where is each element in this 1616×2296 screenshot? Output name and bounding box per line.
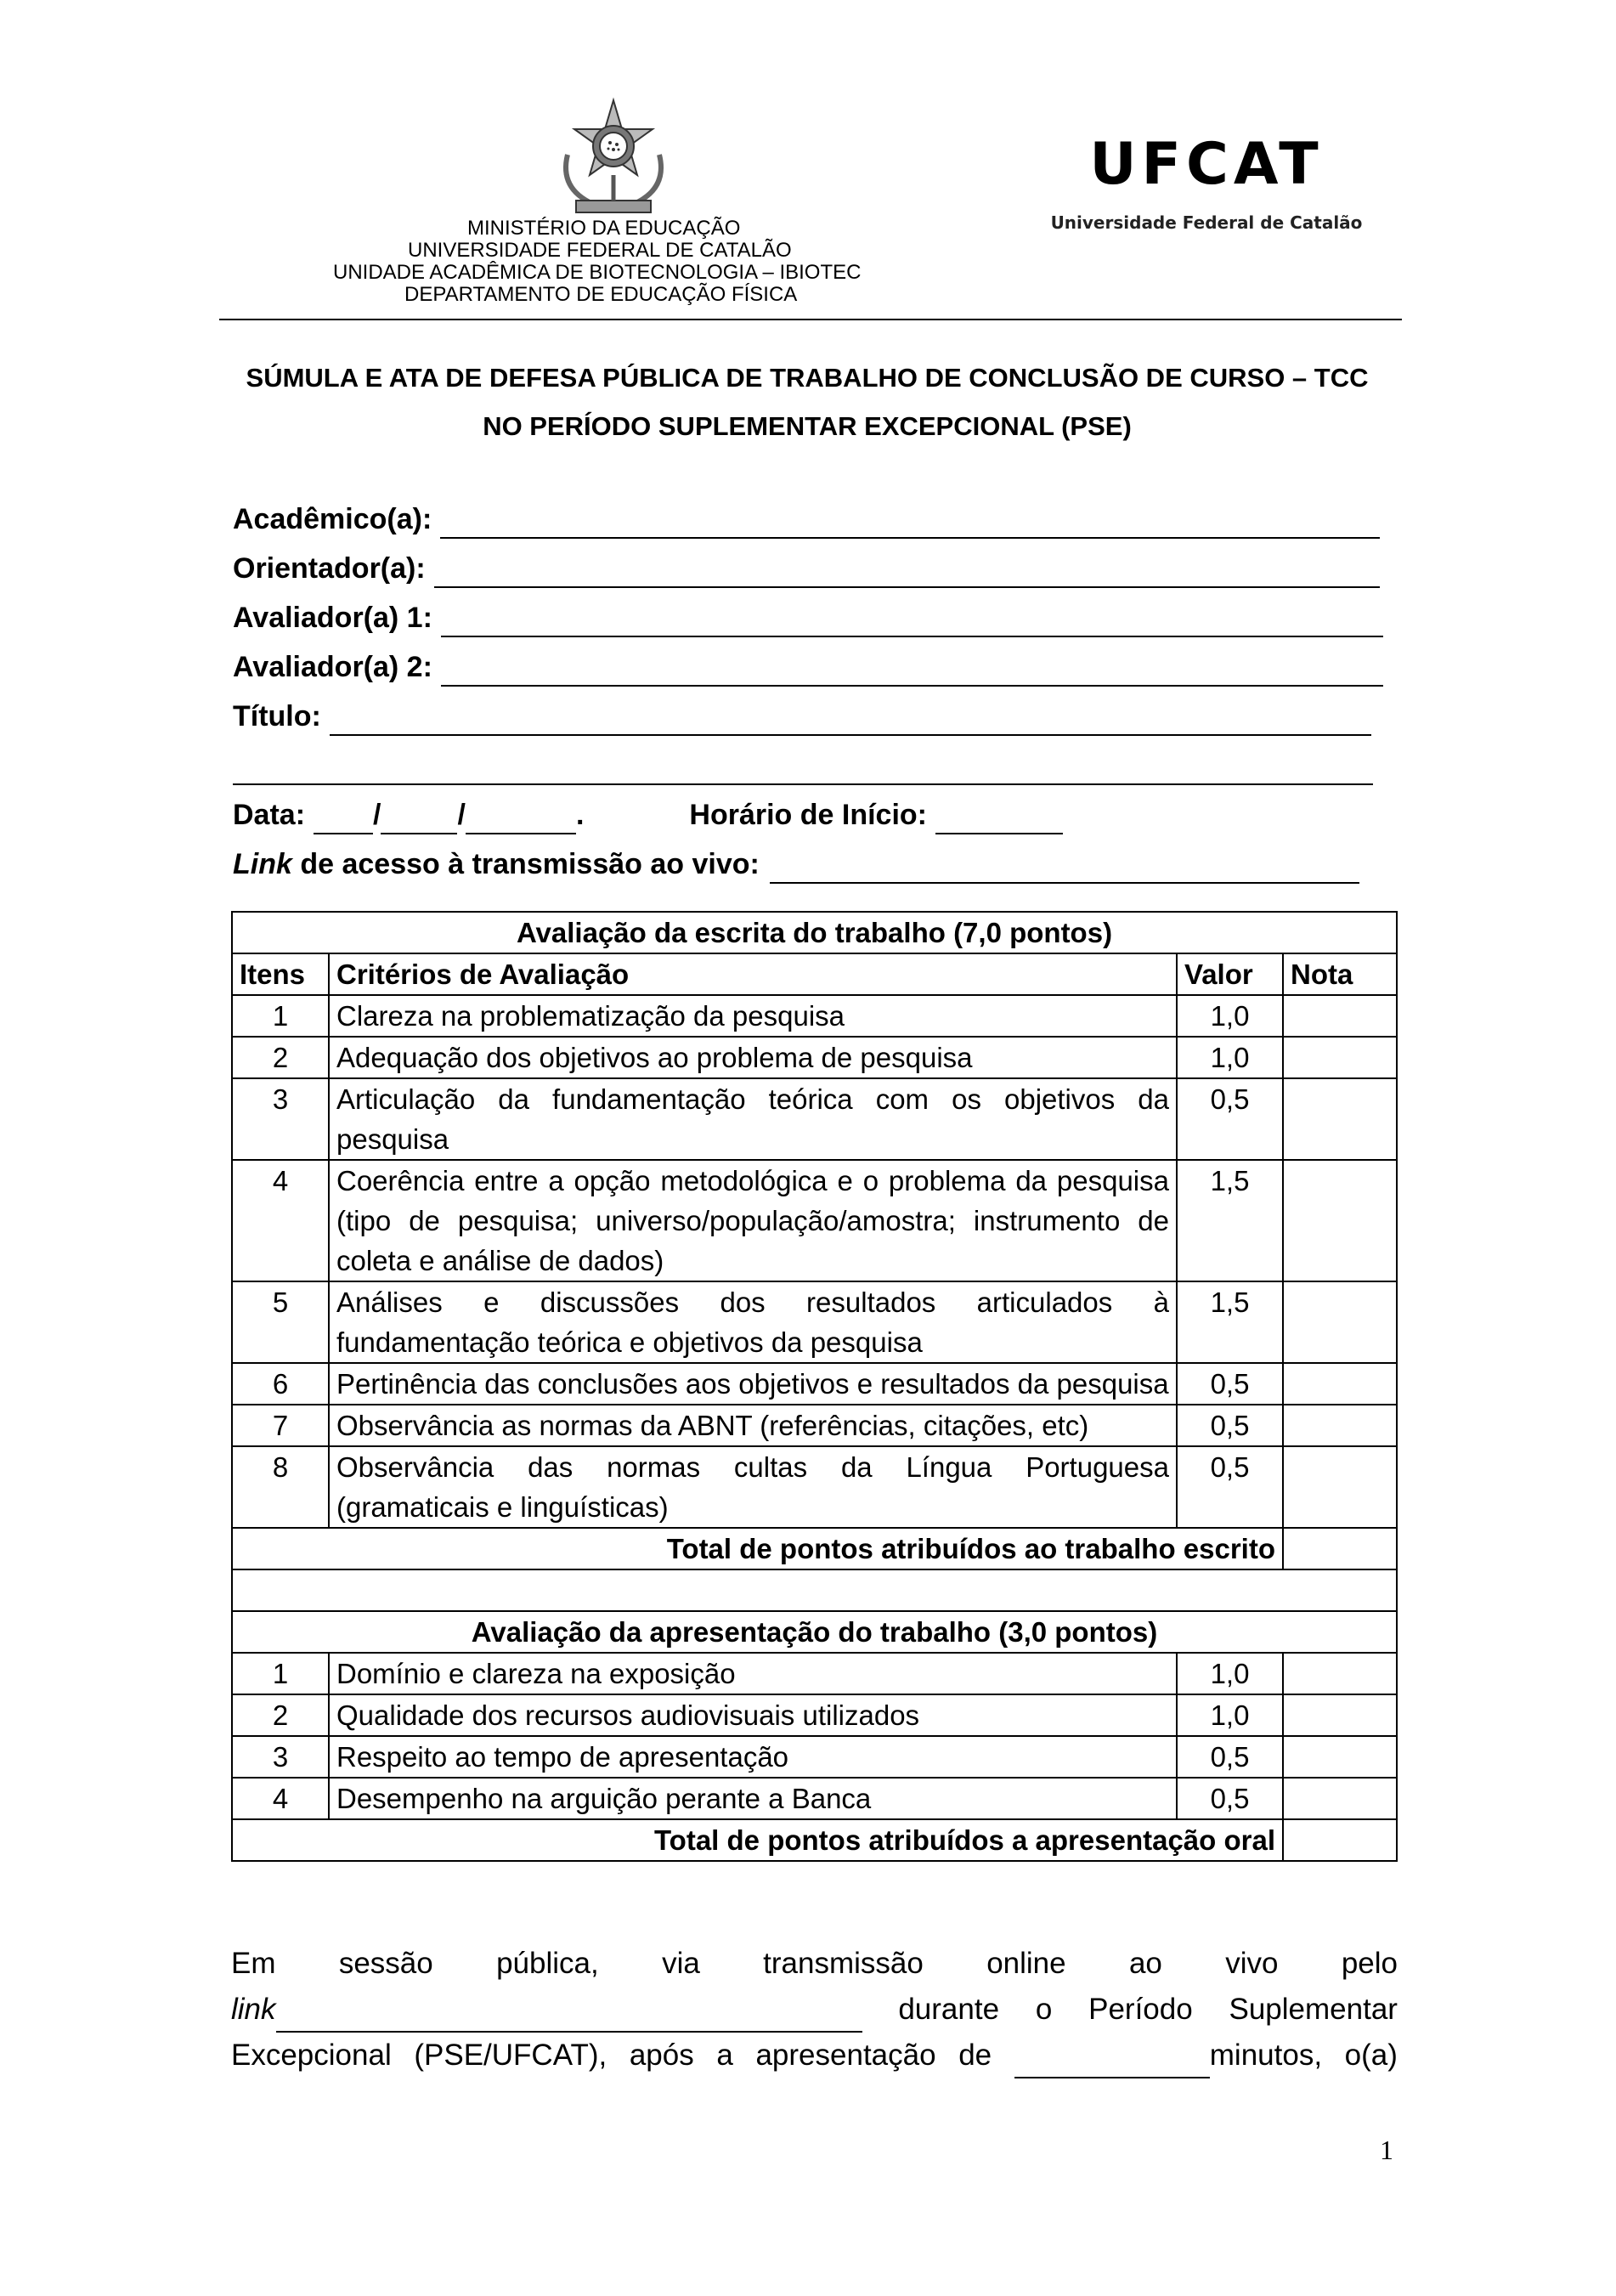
date-slash-2: / (457, 799, 466, 831)
col-nota: Nota (1283, 953, 1397, 995)
minutes-paragraph (231, 1941, 1398, 2078)
minutes-blank[interactable] (1014, 2043, 1210, 2078)
avaliador2-blank[interactable] (441, 653, 1383, 687)
oral-section-title: Avaliação da apresentação do trabalho (3,0 pontos) (232, 1611, 1397, 1653)
nota-cell[interactable] (1283, 1405, 1397, 1446)
link-blank[interactable] (770, 850, 1359, 884)
oral-total-cell[interactable] (1283, 1819, 1397, 1861)
ministry-line: MINISTÉRIO DA EDUCAÇÃO (467, 217, 741, 240)
year-blank[interactable] (466, 800, 576, 834)
table-row: 1 Clareza na problematização da pesquisa 1,0 (232, 995, 1397, 1037)
table-row: 7 Observância as normas da ABNT (referências, citações, etc) 0,5 (232, 1405, 1397, 1446)
horario-blank[interactable] (935, 800, 1063, 834)
nota-cell[interactable] (1283, 1446, 1397, 1528)
avaliador2-label: Avaliador(a) 2: (233, 651, 432, 683)
written-section-title: Avaliação da escrita do trabalho (7,0 pontos) (232, 912, 1397, 953)
date-slash-1: / (373, 799, 381, 831)
paragraph-line-1: Em sessão pública, via transmissão online ao vivo pelo (231, 1947, 1398, 1980)
oral-section-header (232, 1611, 1397, 1653)
horario-label: Horário de Início: (689, 799, 927, 831)
orientador-blank[interactable] (434, 554, 1380, 588)
table-row: 3 Respeito ao tempo de apresentação 0,5 (232, 1736, 1397, 1778)
table-row: 6 Pertinência das conclusões aos objetivos e resultados da pesquisa 0,5 (232, 1363, 1397, 1405)
ufcat-logo-subtext: Universidade Federal de Catalão (1050, 212, 1363, 233)
paragraph-line-3: Excepcional (PSE/UFCAT), após a apresentação de minutos, o(a) (231, 2033, 1398, 2078)
date-period: . (575, 799, 585, 831)
col-criterios: Critérios de Avaliação (329, 953, 1177, 995)
orientador-label: Orientador(a): (233, 552, 426, 585)
spacer-row (232, 1569, 1397, 1611)
avaliador1-field[interactable] (233, 598, 1383, 637)
titulo-field[interactable] (233, 697, 1371, 736)
avaliador1-blank[interactable] (441, 603, 1383, 637)
titulo-continuation-field[interactable] (233, 746, 1373, 785)
nota-cell[interactable] (1283, 995, 1397, 1037)
month-blank[interactable] (381, 800, 457, 834)
coat-of-arms-icon (551, 95, 676, 221)
written-total-label: Total de pontos atribuídos ao trabalho escrito (232, 1528, 1283, 1569)
nota-cell[interactable] (1283, 1037, 1397, 1078)
nota-cell[interactable] (1283, 1694, 1397, 1736)
nota-cell[interactable] (1283, 1778, 1397, 1819)
department-line: DEPARTAMENTO DE EDUCAÇÃO FÍSICA (404, 283, 798, 306)
titulo-label: Título: (233, 700, 321, 732)
avaliador2-field[interactable] (233, 648, 1383, 687)
col-valor: Valor (1177, 953, 1283, 995)
col-itens: Itens (232, 953, 329, 995)
unit-line: UNIDADE ACADÊMICA DE BIOTECNOLOGIA – IBIOTEC (333, 261, 862, 284)
ufcat-logo-text: UFCAT (1089, 131, 1324, 198)
titulo-blank[interactable] (330, 702, 1371, 736)
link-label-italic: Link de acesso à transmissão ao vivo: (233, 848, 760, 880)
academico-label: Acadêmico(a): (233, 503, 432, 535)
avaliador1-label: Avaliador(a) 1: (233, 602, 432, 634)
titulo-continuation-blank[interactable] (233, 751, 1373, 785)
university-line: UNIVERSIDADE FEDERAL DE CATALÃO (408, 239, 792, 262)
document-title-line-1: SÚMULA E ATA DE DEFESA PÚBLICA DE TRABALHO DE CONCLUSÃO DE CURSO – TCC (246, 363, 1369, 393)
academico-field[interactable] (233, 500, 1380, 539)
document-title-line-2: NO PERÍODO SUPLEMENTAR EXCEPCIONAL (PSE) (483, 411, 1132, 441)
page-number: 1 (1380, 2135, 1393, 2165)
nota-cell[interactable] (1283, 1363, 1397, 1405)
table-row: 1 Domínio e clareza na exposição 1,0 (232, 1653, 1397, 1694)
table-row: 2 Qualidade dos recursos audiovisuais utilizados 1,0 (232, 1694, 1397, 1736)
nota-cell[interactable] (1283, 1736, 1397, 1778)
nota-cell[interactable] (1283, 1078, 1397, 1160)
table-row: 3 Articulação da fundamentação teórica com os objetivos da pesquisa 0,5 (232, 1078, 1397, 1160)
day-blank[interactable] (314, 800, 373, 834)
written-total-row (232, 1528, 1397, 1569)
table-row: 5 Análises e discussões dos resultados articulados à fundamentação teórica e objetivos da pesquisa 1,5 (232, 1281, 1397, 1363)
link-field[interactable] (233, 845, 1359, 884)
table-column-headers (232, 953, 1397, 995)
table-row: 4 Desempenho na arguição perante a Banca 0,5 (232, 1778, 1397, 1819)
oral-total-row (232, 1819, 1397, 1861)
table-row: 4 Coerência entre a opção metodológica e o problema da pesquisa (tipo de pesquisa; universo/população/amostra; instrumento de coleta e análise de dados) 1,5 (232, 1160, 1397, 1281)
nota-cell[interactable] (1283, 1160, 1397, 1281)
header-divider (219, 319, 1402, 320)
paragraph-link-blank[interactable] (276, 1997, 862, 2033)
oral-total-label: Total de pontos atribuídos a apresentação oral (232, 1819, 1283, 1861)
table-row: 8 Observância das normas cultas da Língua Portuguesa (gramaticais e linguísticas) 0,5 (232, 1446, 1397, 1528)
table-row: 2 Adequação dos objetivos ao problema de pesquisa 1,0 (232, 1037, 1397, 1078)
written-section-header (232, 912, 1397, 953)
nota-cell[interactable] (1283, 1281, 1397, 1363)
academico-blank[interactable] (440, 505, 1380, 539)
evaluation-table (231, 911, 1398, 1862)
written-total-cell[interactable] (1283, 1528, 1397, 1569)
data-label: Data: (233, 799, 306, 831)
paragraph-line-2: link durante o Período Suplementar (231, 1987, 1398, 2033)
data-horario-row (233, 795, 1082, 834)
nota-cell[interactable] (1283, 1653, 1397, 1694)
orientador-field[interactable] (233, 549, 1380, 588)
